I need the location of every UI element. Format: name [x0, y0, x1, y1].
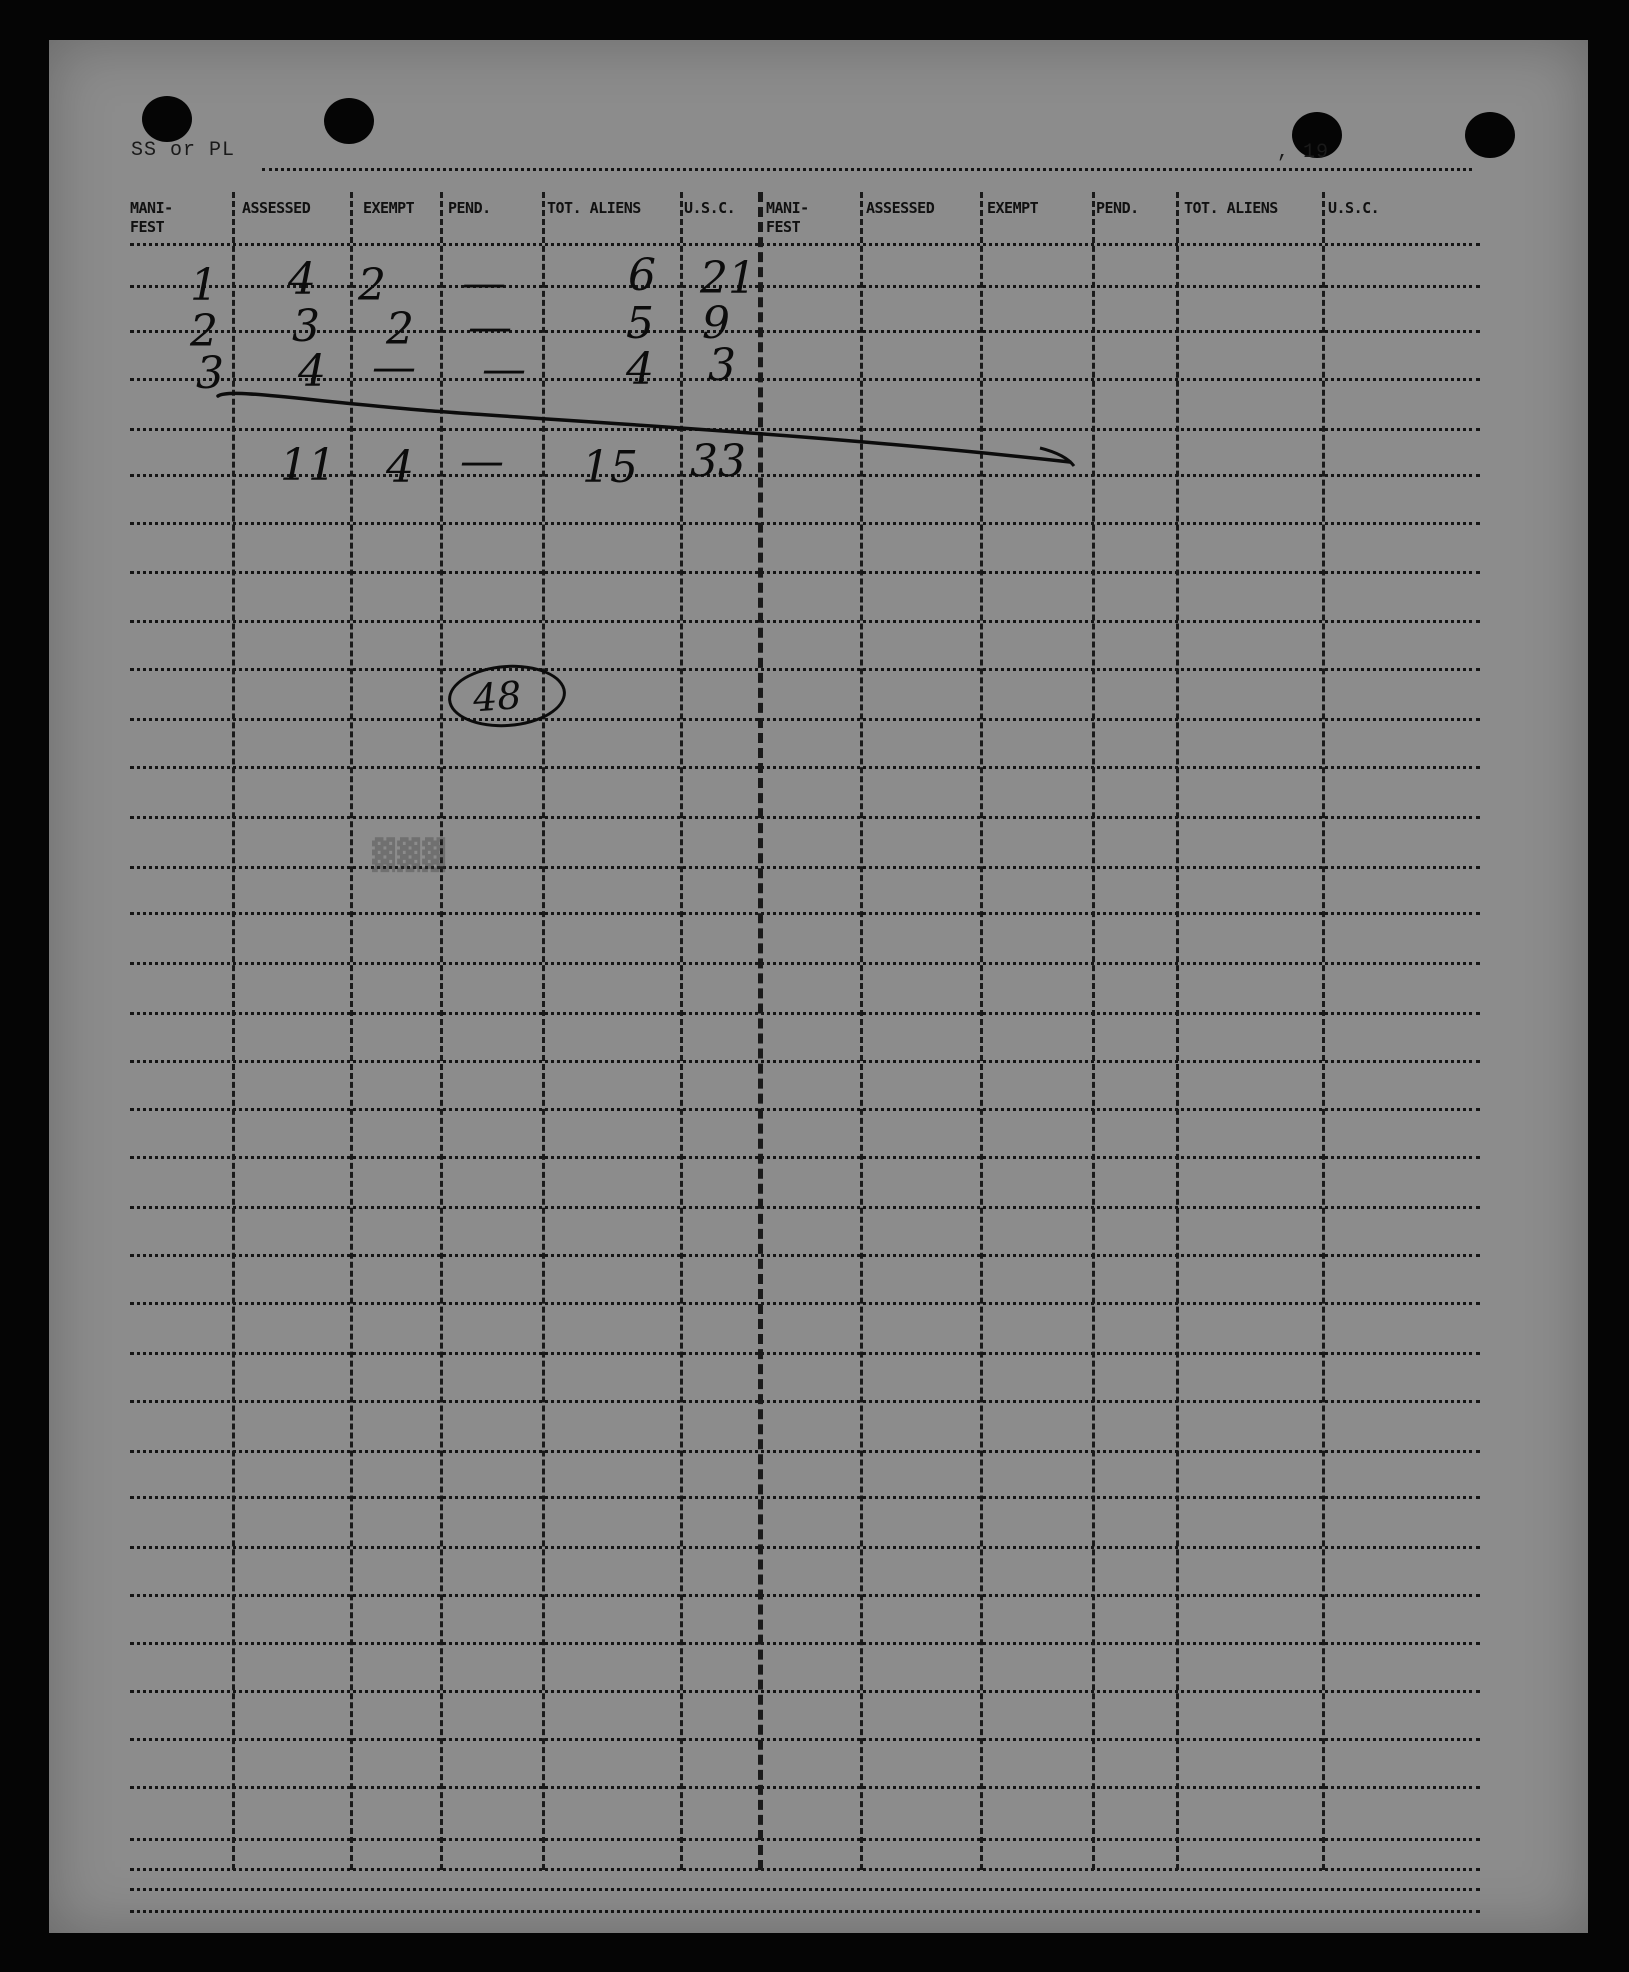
- row-pend: —: [462, 258, 506, 309]
- row-pend: —: [482, 344, 526, 395]
- col-exempt: EXEMPT: [363, 199, 415, 217]
- col-assessed: ASSESSED: [866, 199, 935, 217]
- row-exempt: 2: [358, 260, 386, 311]
- total-usc: 33: [690, 436, 746, 487]
- total-pend: —: [460, 436, 504, 487]
- row-exempt: 2: [386, 304, 414, 355]
- row-tot-aliens: 4: [626, 344, 654, 395]
- col-pend: PEND.: [448, 199, 491, 217]
- col-usc: U.S.C.: [684, 199, 736, 217]
- row-manifest: 1: [190, 260, 218, 311]
- col-tot-aliens: TOT. ALIENS: [1184, 199, 1278, 217]
- total-assessed: 11: [280, 440, 336, 491]
- circled-note-text: 48: [471, 673, 523, 721]
- total-tot-aliens: 15: [582, 442, 638, 493]
- bleed-through-stamp: ▓▓▓: [372, 838, 448, 873]
- row-exempt: —: [372, 342, 416, 393]
- row-pend: —: [468, 302, 512, 353]
- row-tot-aliens: 5: [626, 298, 654, 349]
- row-manifest: 3: [196, 348, 224, 399]
- col-manifest: MANI- FEST: [766, 199, 809, 236]
- col-pend: PEND.: [1096, 199, 1139, 217]
- row-usc: 21: [700, 253, 756, 304]
- row-assessed: 4: [298, 346, 326, 397]
- total-exempt: 4: [386, 442, 414, 493]
- row-usc: 3: [708, 340, 736, 391]
- row-assessed: 3: [292, 301, 320, 352]
- ship-label: SS or PL: [131, 139, 236, 162]
- row-tot-aliens: 6: [628, 250, 656, 301]
- col-usc: U.S.C.: [1328, 199, 1380, 217]
- date-year-prefix: , 19: [1277, 141, 1330, 164]
- row-usc: 9: [702, 298, 730, 349]
- col-manifest: MANI- FEST: [130, 199, 173, 236]
- col-assessed: ASSESSED: [242, 199, 311, 217]
- row-assessed: 4: [288, 254, 316, 305]
- col-exempt: EXEMPT: [987, 199, 1039, 217]
- row-manifest: 2: [190, 306, 218, 357]
- col-tot-aliens: TOT. ALIENS: [547, 199, 641, 217]
